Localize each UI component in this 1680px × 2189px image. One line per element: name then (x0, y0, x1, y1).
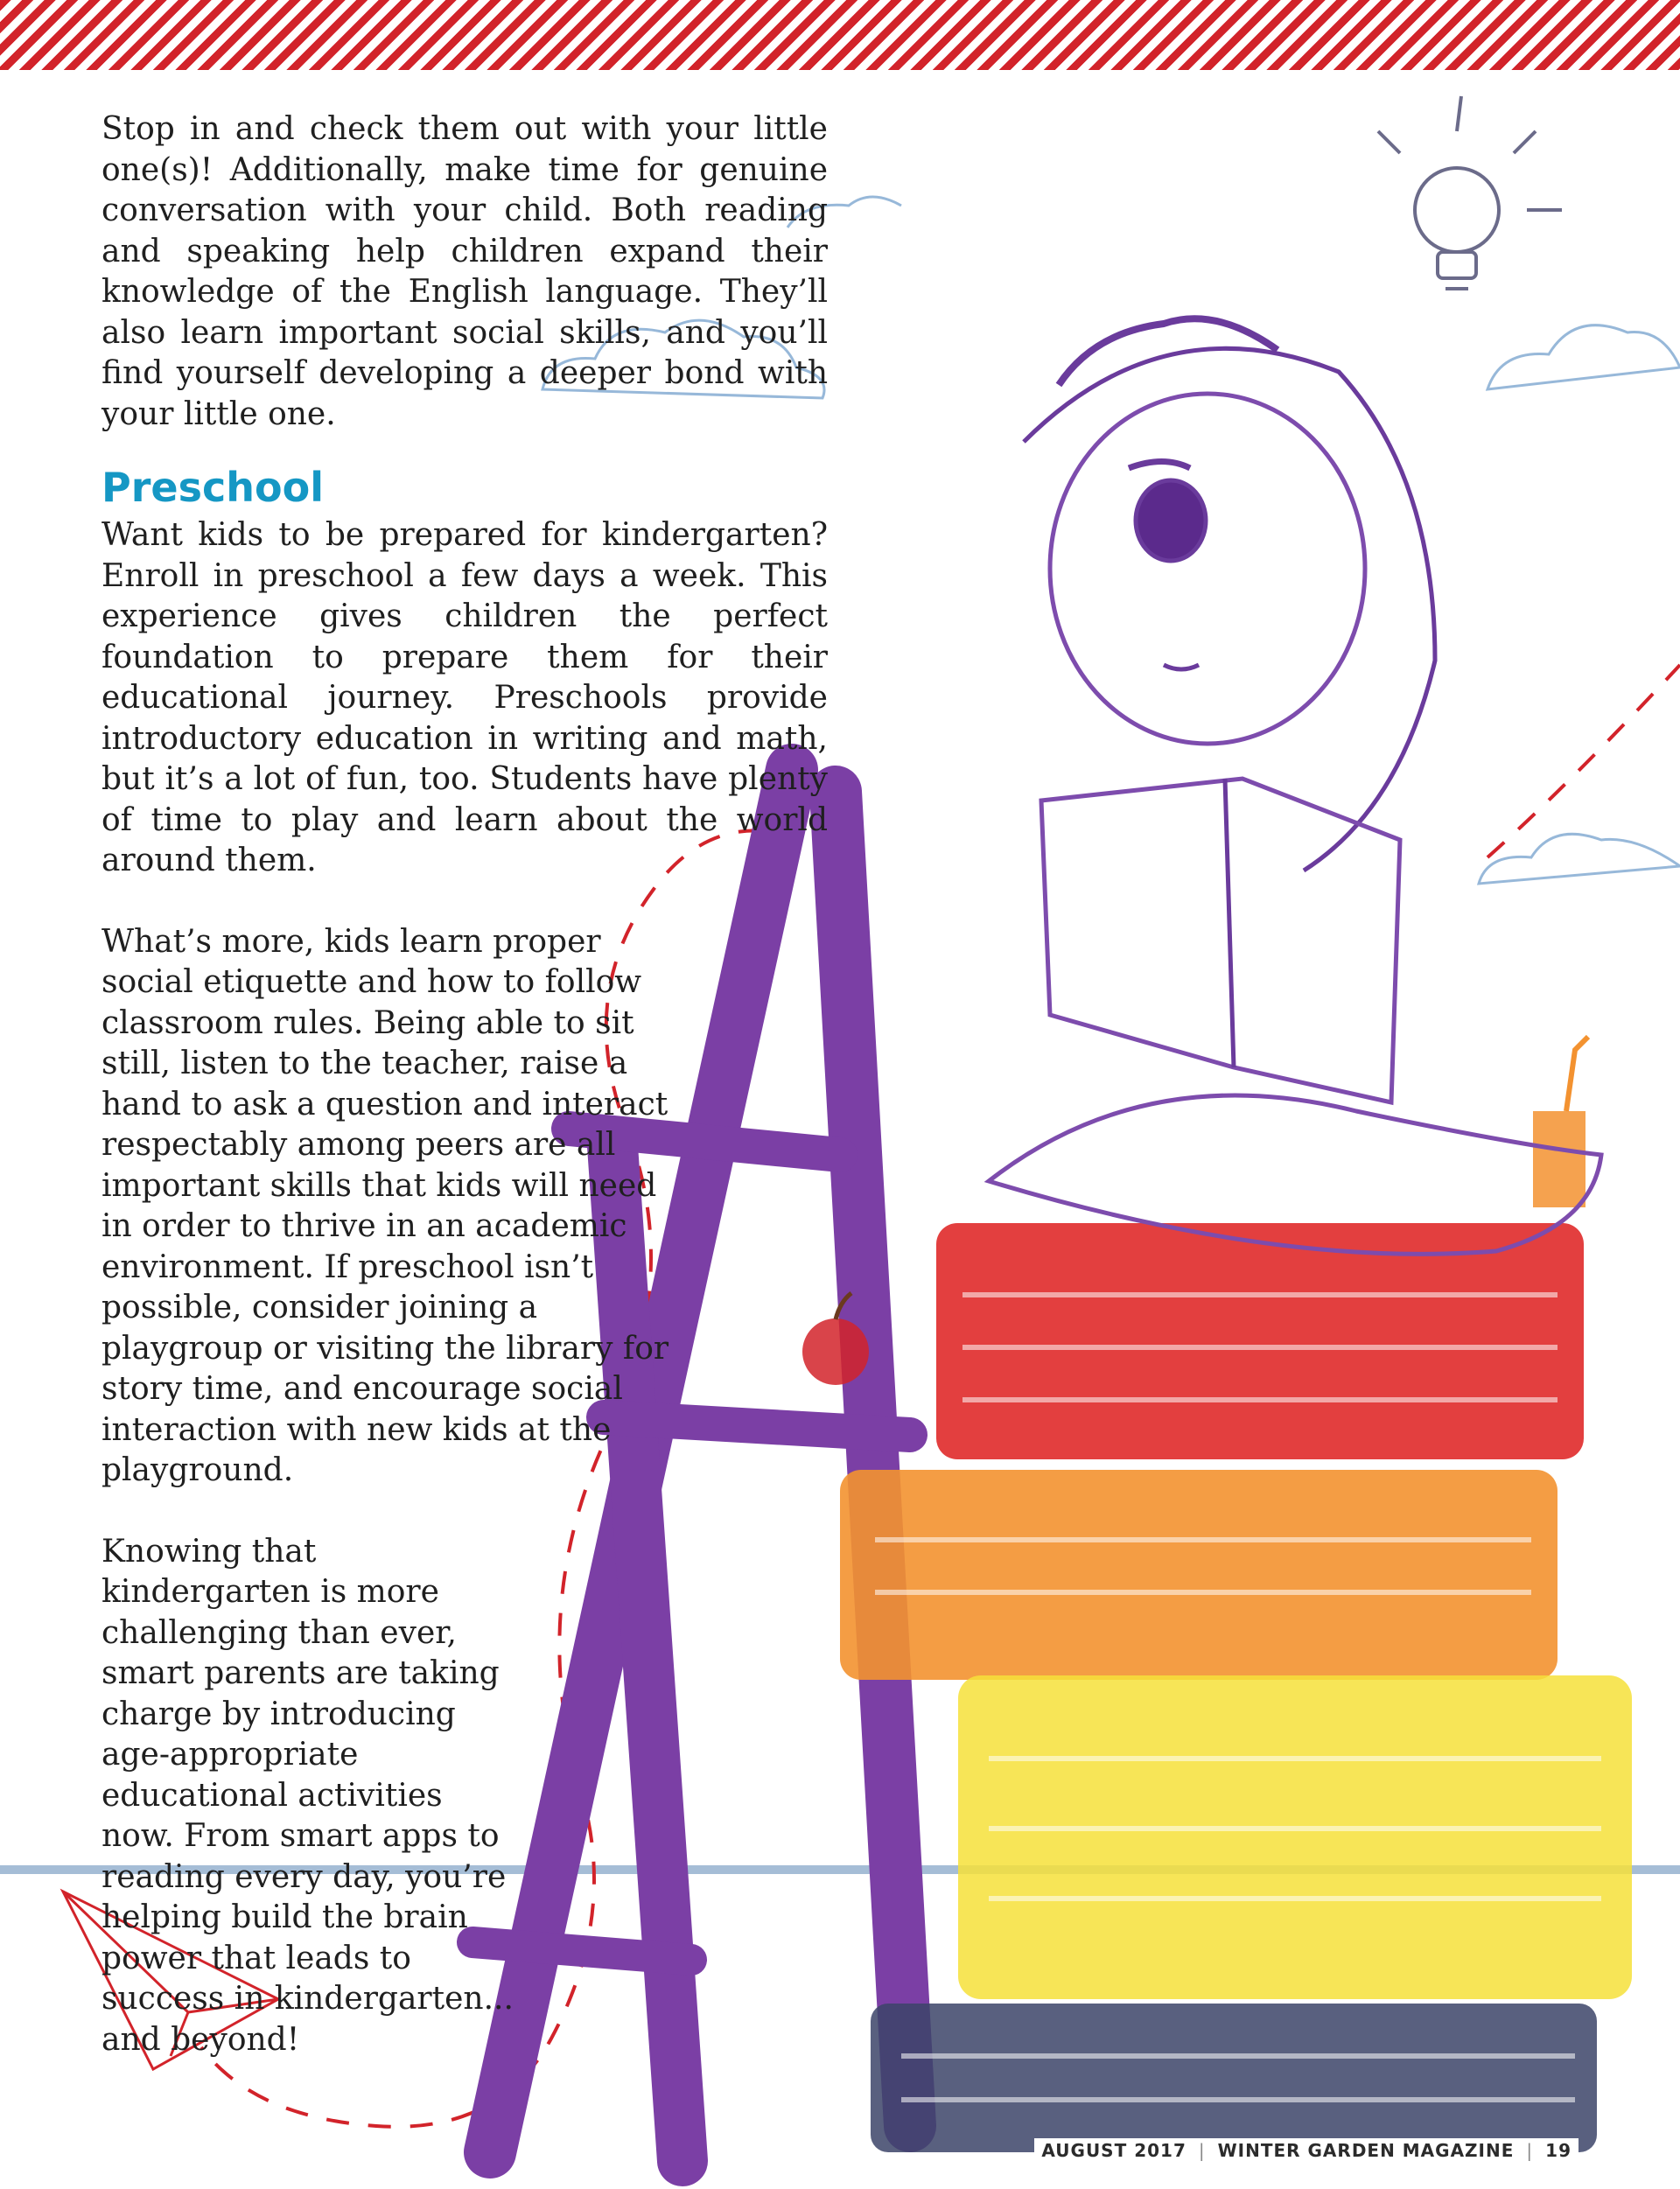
juice-box-icon (1533, 1037, 1588, 1207)
girl-reading-figure (989, 318, 1601, 1254)
closing-paragraph: Knowing that kindergarten is more challenging than ever, smart parents are taking charge by introducing age-appropriate educational activities now. From smart apps to reading every day, you’re helping build the brain power that leads to success in kindergarten... and beyond! (102, 1533, 514, 2058)
magazine-name: WINTER GARDEN MAGAZINE (1217, 2140, 1515, 2161)
intro-paragraph: Stop in and check them out with your little one(s)! Additionally, make time for genuine conversation with your child. Both reading and speaking help children expand their knowledge of the English language. They’ll also learn important social skills, and you’ll find yourself developing a deeper bond with your little one. (102, 111, 828, 432)
lightbulb-icon (1378, 96, 1562, 289)
issue-date: AUGUST 2017 (1041, 2140, 1186, 2161)
section-heading: Preschool (102, 464, 324, 511)
preschool-paragraph: Want kids to be prepared for kindergarten? Enroll in preschool a few days a week. This experience gives children the perfect foundation to prepare them for their educational journey. Preschools provide introductory education in writing and math, but it’s a lot of fun, too. Students have plenty of time to play and learn about the world around them. (102, 517, 828, 878)
book-stack (840, 1223, 1632, 2152)
page-footer (1034, 2138, 1578, 2163)
social-skills-paragraph: What’s more, kids learn proper social etiquette and how to follow classroom rules. Being able to sit still, listen to the teacher, raise a hand to ask a question and interact respectably among peers are all important skills that kids will need in order to thrive in an academic environment. If preschool isn’t possible, consider joining a playgroup or visiting the library for story time, and encourage social interaction with new kids at the playground. (102, 923, 669, 1488)
footer-separator: | (1526, 2140, 1534, 2161)
article-body (102, 109, 828, 2060)
footer-separator: | (1198, 2140, 1206, 2161)
page-number: 19 (1545, 2140, 1572, 2161)
